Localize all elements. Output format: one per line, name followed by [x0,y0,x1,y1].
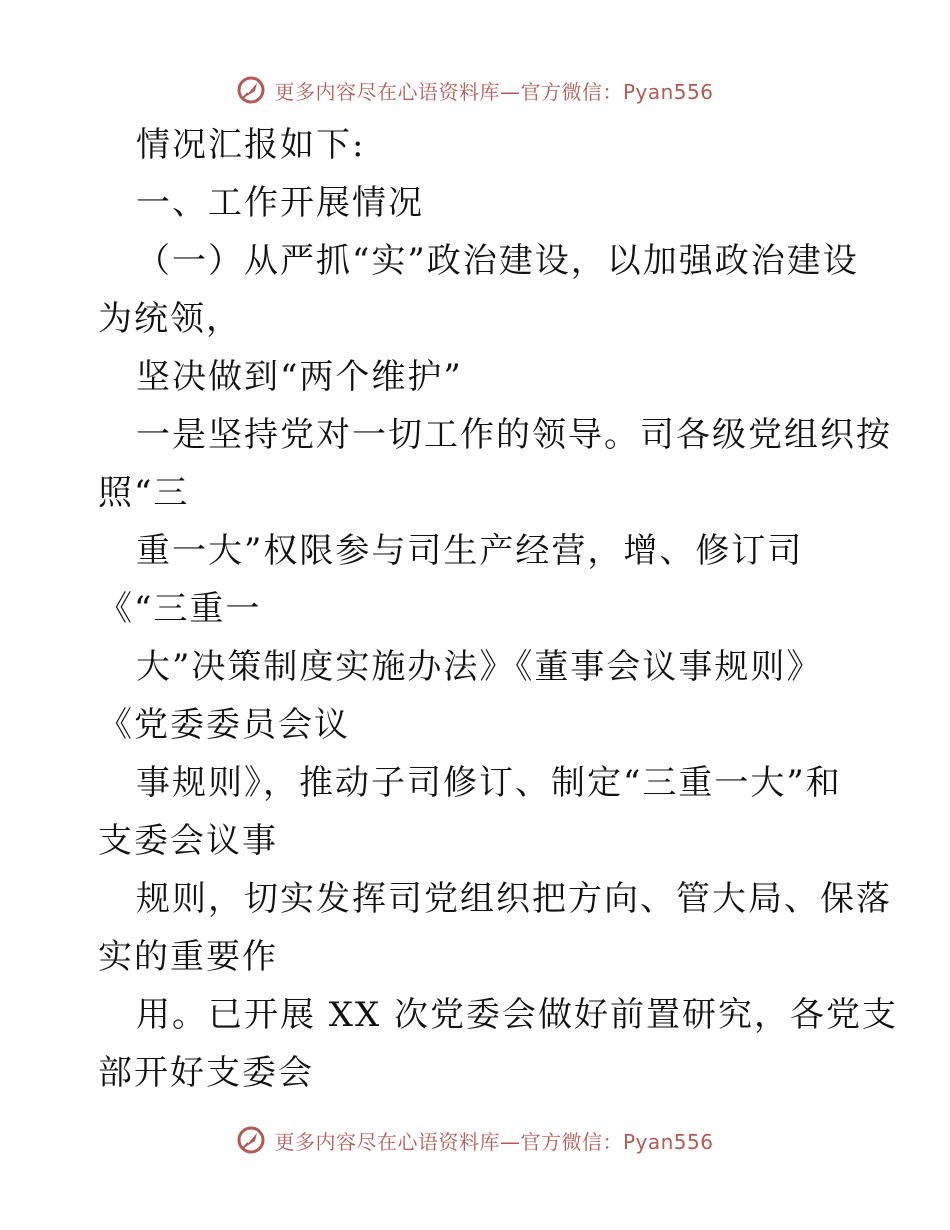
feather-logo-icon [236,75,266,105]
text-line: 坚决做到“两个维护” [136,357,463,397]
text-line: 为统领， [98,299,242,339]
text-line: 《“三重一 [98,589,262,629]
text-line: 用。已开展 XX 次党委会做好前置研究，各党支 [136,995,899,1035]
document-body [98,116,899,1102]
text-line: 一、工作开展情况 [136,183,424,223]
watermark-text: 更多内容尽在心语资料库—官方微信：Pyan556 [274,1129,714,1154]
text-line: 大”决策制度实施办法》《董事会议事规则》 [136,647,823,687]
text-line: 支委会议事 [98,821,278,861]
text-line: 规则，切实发挥司党组织把方向、管大局、保落 [136,879,892,919]
header-watermark [0,70,950,110]
text-line: 部开好支委会 [98,1053,314,1093]
text-line: 实的重要作 [98,937,278,977]
text-line: 一是坚持党对一切工作的领导。司各级党组织按 [136,415,892,455]
text-line: 重一大”权限参与司生产经营，增、修订司 [136,531,804,571]
watermark-text: 更多内容尽在心语资料库—官方微信：Pyan556 [274,79,714,104]
text-line: （一）从严抓“实”政治建设，以加强政治建设 [136,241,859,281]
text-line: 照“三 [98,473,190,513]
text-line: 《党委委员会议 [98,705,350,745]
text-line: 事规则》，推动子司修订、制定“三重一大”和 [136,763,842,803]
footer-watermark [0,1120,950,1160]
text-line: 情况汇报如下: [136,125,366,165]
feather-logo-icon [236,1125,266,1155]
